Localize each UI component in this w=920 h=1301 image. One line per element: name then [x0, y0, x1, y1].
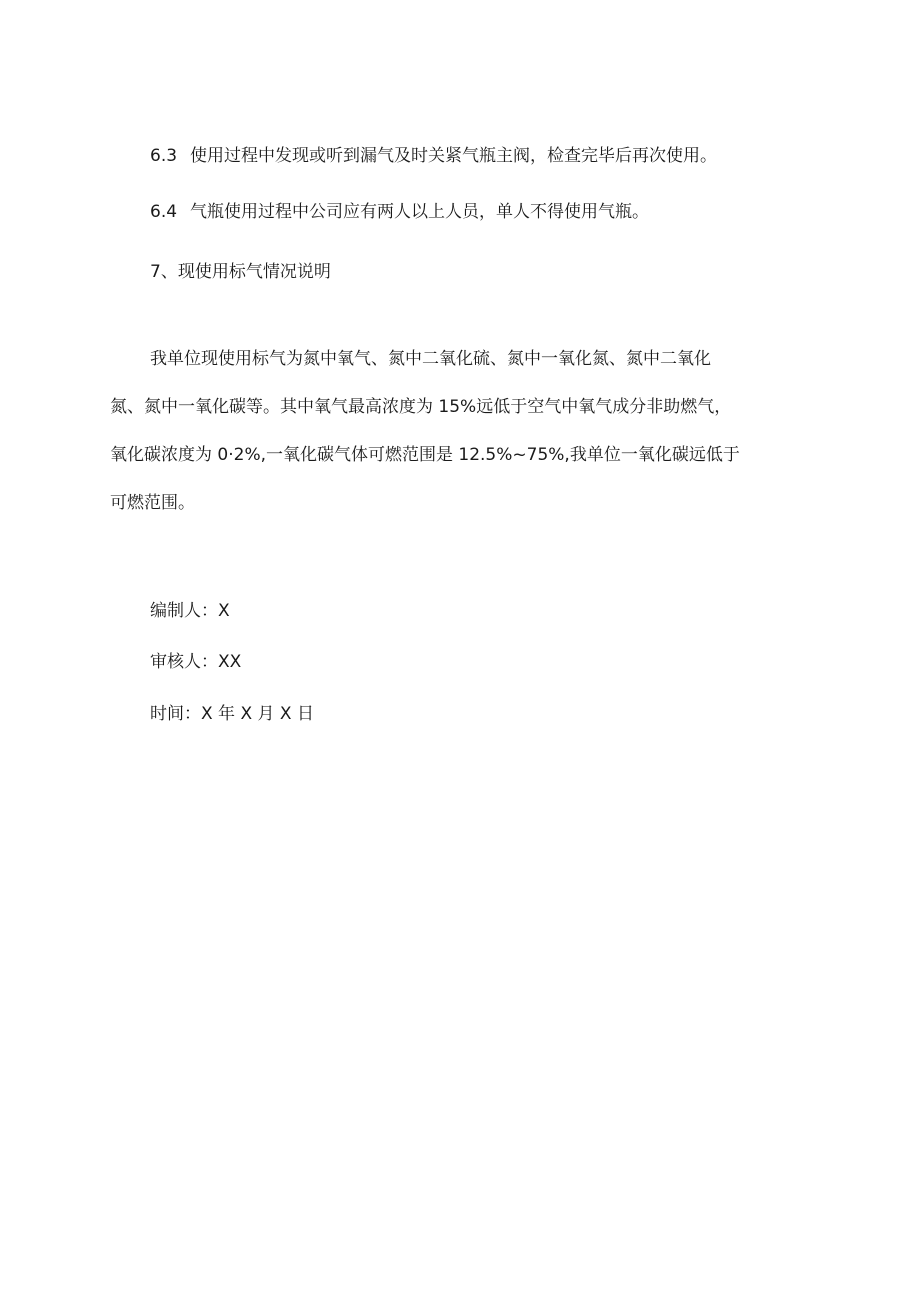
item-6-4-number: 6.4 — [150, 202, 178, 222]
item-6-3-number: 6.3 — [150, 146, 178, 166]
section-7-heading: 7、现使用标气情况说明 — [150, 262, 331, 282]
date-line: 时间：X 年 X 月 X 日 — [150, 704, 314, 724]
paragraph-line-3: 氧化碳浓度为 0·2%,一氧化碳气体可燃范围是 12.5%~75%,我单位一氧化碳远低于 — [110, 445, 740, 465]
paragraph-line-4: 可燃范围。 — [110, 493, 195, 513]
item-6-4 — [150, 200, 649, 224]
paragraph-line-1: 我单位现使用标气为氮中氧气、氮中二氧化硫、氮中一氧化氮、氮中二氧化 — [150, 349, 711, 369]
reviewer-line: 审核人：XX — [150, 652, 242, 672]
paragraph-line-2: 氮、氮中一氧化碳等。其中氧气最高浓度为 15%远低于空气中氧气成分非助燃气， — [110, 397, 732, 417]
editor-line: 编制人：X — [150, 601, 230, 621]
item-6-3-text: 使用过程中发现或听到漏气及时关紧气瓶主阀，检查完毕后再次使用。 — [190, 146, 717, 166]
item-6-3 — [150, 144, 717, 168]
item-6-4-text: 气瓶使用过程中公司应有两人以上人员，单人不得使用气瓶。 — [190, 202, 649, 222]
gas-usage-paragraph — [110, 347, 820, 539]
